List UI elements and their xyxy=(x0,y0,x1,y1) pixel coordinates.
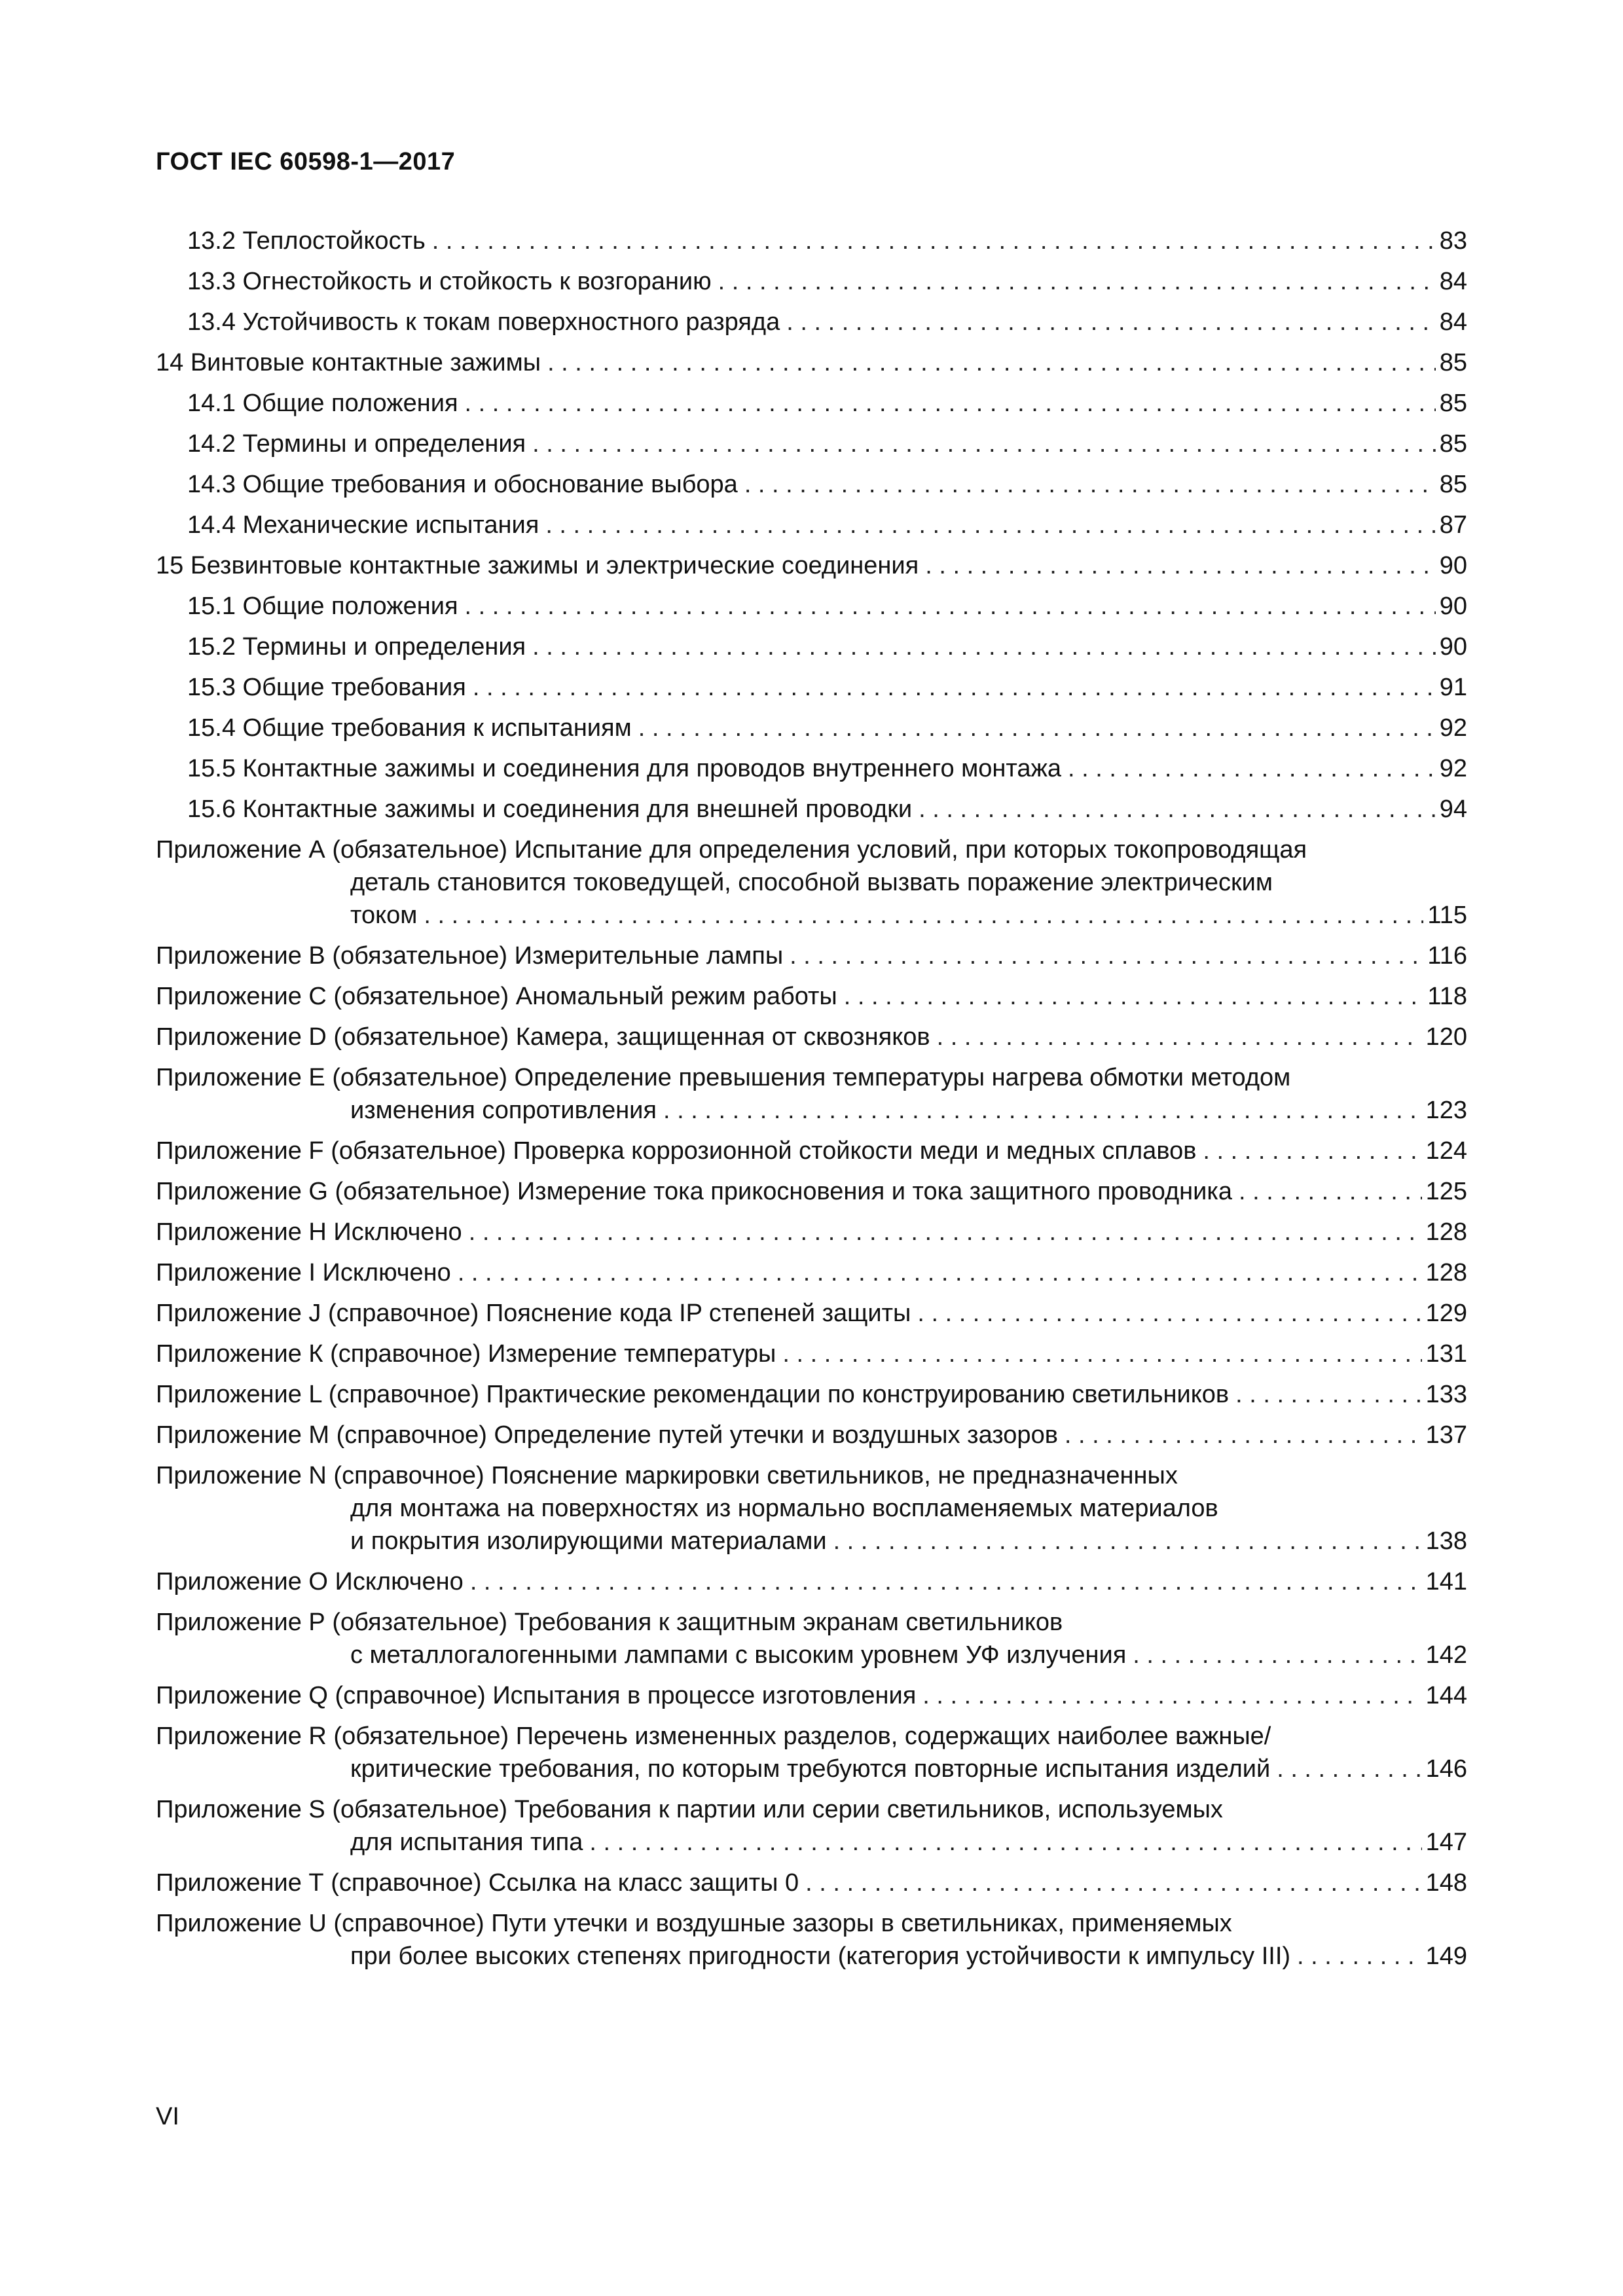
toc-entry-title: Приложение А (обязательное) Испытание для определения условий, при которых токопроводящая xyxy=(156,836,1307,864)
toc-entry[interactable] xyxy=(156,671,1467,704)
toc-entry-continuation xyxy=(156,1826,1467,1859)
toc-entry-title: Приложение К (справочное) Измерение температуры xyxy=(156,1340,776,1368)
toc-page-number: 91 xyxy=(1439,674,1467,701)
dot-leader xyxy=(786,306,1435,338)
toc-entry[interactable] xyxy=(156,1021,1467,1053)
toc-entry-line xyxy=(156,1297,1467,1330)
toc-entry[interactable] xyxy=(156,1720,1467,1785)
toc-entry-title: Приложение Q (справочное) Испытания в процессе изготовления xyxy=(156,1682,917,1709)
dot-leader xyxy=(589,1826,1421,1859)
toc-entry-line xyxy=(156,387,1467,420)
toc-entry-title: для испытания типа xyxy=(350,1829,583,1856)
toc-entry[interactable] xyxy=(156,1378,1467,1411)
toc-entry-line xyxy=(156,509,1467,541)
toc-page-number: 120 xyxy=(1425,1023,1467,1051)
toc-entry-title: Приложение Н Исключено xyxy=(156,1218,462,1246)
toc-entry-line xyxy=(156,265,1467,298)
toc-entry[interactable] xyxy=(156,468,1467,501)
toc-entry[interactable] xyxy=(156,346,1467,379)
toc-entry-title: Приложение R (обязательное) Перечень измененных разделов, содержащих наиболее важные/ xyxy=(156,1722,1271,1750)
dot-leader xyxy=(469,1216,1422,1248)
toc-page-number: 144 xyxy=(1425,1682,1467,1709)
toc-entry-line xyxy=(156,712,1467,744)
toc-entry-line xyxy=(156,793,1467,826)
toc-page-number: 142 xyxy=(1425,1641,1467,1669)
toc-entry-title: 14.3 Общие требования и обоснование выбора xyxy=(187,471,738,498)
toc-entry-title: изменения сопротивления xyxy=(350,1097,657,1124)
dot-leader xyxy=(805,1867,1421,1899)
toc-entry-title: деталь становится токоведущей, способной вызвать поражение электрическим xyxy=(350,869,1273,896)
toc-entry[interactable] xyxy=(156,712,1467,744)
dot-leader xyxy=(465,387,1436,420)
toc-entry[interactable] xyxy=(156,1459,1467,1558)
toc-entry-line xyxy=(156,1720,1467,1753)
toc-entry[interactable] xyxy=(156,1679,1467,1712)
dot-leader xyxy=(663,1094,1422,1127)
toc-entry-continuation xyxy=(156,1639,1467,1671)
toc-entry-line xyxy=(156,1907,1467,1940)
toc-entry[interactable] xyxy=(156,1419,1467,1451)
toc-page-number: 94 xyxy=(1439,795,1467,823)
toc-entry-title: с металлогалогенными лампами с высоким уровнем УФ излучения xyxy=(350,1641,1127,1669)
dot-leader xyxy=(937,1021,1422,1053)
toc-entry-title: при более высоких степенях пригодности (категория устойчивости к импульсу III) xyxy=(350,1942,1291,1970)
toc-entry[interactable] xyxy=(156,939,1467,972)
dot-leader xyxy=(547,346,1436,379)
toc-entry-line xyxy=(156,1459,1467,1492)
toc-entry-title: 15 Безвинтовые контактные зажимы и электрические соединения xyxy=(156,552,919,579)
toc-entry-title: для монтажа на поверхностях из нормально воспламеняемых материалов xyxy=(350,1495,1218,1522)
toc-page-number: 85 xyxy=(1439,390,1467,417)
toc-entry-line xyxy=(156,1565,1467,1598)
dot-leader xyxy=(744,468,1436,501)
toc-entry-line xyxy=(156,1867,1467,1899)
toc-entry-title: критические требования, по которым требуются повторные испытания изделий xyxy=(350,1755,1271,1783)
toc-entry-line xyxy=(156,1378,1467,1411)
toc-entry-line xyxy=(156,549,1467,582)
toc-entry[interactable] xyxy=(156,509,1467,541)
dot-leader xyxy=(638,712,1436,744)
table-of-contents xyxy=(156,225,1467,1973)
toc-entry[interactable] xyxy=(156,387,1467,420)
toc-entry-line xyxy=(156,1679,1467,1712)
toc-entry-line xyxy=(156,468,1467,501)
toc-entry-title: 15.4 Общие требования к испытаниям xyxy=(187,714,632,742)
toc-entry[interactable] xyxy=(156,265,1467,298)
toc-entry-line xyxy=(156,346,1467,379)
toc-entry-title: Приложение G (обязательное) Измерение тока прикосновения и тока защитного проводника xyxy=(156,1178,1232,1205)
toc-entry-title: током xyxy=(350,902,418,929)
toc-page-number: 116 xyxy=(1427,942,1467,970)
toc-page-number: 85 xyxy=(1439,430,1467,458)
toc-entry-continuation xyxy=(156,1094,1467,1127)
toc-entry-title: Приложение D (обязательное) Камера, защищенная от сквозняков xyxy=(156,1023,930,1051)
toc-entry-line xyxy=(156,671,1467,704)
dot-leader xyxy=(1133,1639,1421,1671)
toc-entry-line xyxy=(156,225,1467,257)
toc-entry[interactable] xyxy=(156,1297,1467,1330)
toc-entry-continuation xyxy=(156,899,1467,932)
dot-leader xyxy=(470,1565,1422,1598)
toc-page-number: 118 xyxy=(1427,983,1467,1010)
dot-leader xyxy=(922,1679,1421,1712)
toc-entry-line xyxy=(156,939,1467,972)
toc-entry-title: Приложение Р (обязательное) Требования к защитным экранам светильников xyxy=(156,1609,1063,1636)
toc-entry-title: Приложение J (справочное) Пояснение кода IP степеней защиты xyxy=(156,1300,911,1327)
toc-page-number: 90 xyxy=(1439,552,1467,579)
toc-entry[interactable] xyxy=(156,1338,1467,1370)
toc-page-number: 147 xyxy=(1425,1829,1467,1856)
toc-entry-title: 15.3 Общие требования xyxy=(187,674,466,701)
dot-leader xyxy=(1235,1378,1422,1411)
dot-leader xyxy=(545,509,1435,541)
toc-entry-title: 14.1 Общие положения xyxy=(187,390,458,417)
dot-leader xyxy=(718,265,1436,298)
toc-entry-title: 13.3 Огнестойкость и стойкость к возгоранию xyxy=(187,268,712,295)
toc-entry-continuation xyxy=(156,1753,1467,1785)
toc-entry-title: Приложение L (справочное) Практические рекомендации по конструированию светильников xyxy=(156,1381,1230,1408)
toc-entry-line xyxy=(156,1216,1467,1248)
toc-entry[interactable] xyxy=(156,1793,1467,1859)
toc-entry[interactable] xyxy=(156,793,1467,826)
toc-page-number: 92 xyxy=(1439,714,1467,742)
toc-entry[interactable] xyxy=(156,590,1467,623)
toc-page-number: 85 xyxy=(1439,471,1467,498)
toc-page-number: 87 xyxy=(1439,511,1467,539)
toc-page-number: 83 xyxy=(1439,227,1467,255)
dot-leader xyxy=(917,1297,1421,1330)
toc-entry-line xyxy=(156,428,1467,460)
toc-page-number: 115 xyxy=(1427,902,1467,929)
toc-page-number: 90 xyxy=(1439,592,1467,620)
toc-entry[interactable] xyxy=(156,1216,1467,1248)
toc-entry-title: Приложение N (справочное) Пояснение маркировки светильников, не предназначенных xyxy=(156,1462,1178,1489)
toc-page-number: 149 xyxy=(1425,1942,1467,1970)
dot-leader xyxy=(1277,1753,1421,1785)
toc-entry-title: Приложение Т (справочное) Ссылка на класс защиты 0 xyxy=(156,1869,799,1897)
toc-page-number: 141 xyxy=(1425,1568,1467,1595)
toc-entry[interactable] xyxy=(156,752,1467,785)
toc-entry[interactable] xyxy=(156,1907,1467,1973)
toc-entry-title: 14.4 Механические испытания xyxy=(187,511,539,539)
toc-entry[interactable] xyxy=(156,428,1467,460)
toc-entry-title: Приложение В (обязательное) Измерительные лампы xyxy=(156,942,784,970)
toc-entry-line xyxy=(156,1135,1467,1167)
toc-entry[interactable] xyxy=(156,306,1467,338)
page-number: VI xyxy=(156,2103,179,2130)
toc-entry-line xyxy=(156,630,1467,663)
toc-entry-line xyxy=(156,1338,1467,1370)
toc-entry-line xyxy=(156,1793,1467,1826)
toc-page-number: 84 xyxy=(1439,308,1467,336)
toc-entry-title: 15.2 Термины и определения xyxy=(187,633,526,661)
toc-entry-title: Приложение О Исключено xyxy=(156,1568,464,1595)
dot-leader xyxy=(782,1338,1421,1370)
toc-page-number: 148 xyxy=(1425,1869,1467,1897)
toc-entry[interactable] xyxy=(156,225,1467,257)
toc-entry-line xyxy=(156,1419,1467,1451)
toc-entry-line xyxy=(156,1175,1467,1208)
toc-page-number: 146 xyxy=(1425,1755,1467,1783)
dot-leader xyxy=(1068,752,1436,785)
toc-entry-title: 14.2 Термины и определения xyxy=(187,430,526,458)
dot-leader xyxy=(844,980,1424,1013)
toc-page-number: 84 xyxy=(1439,268,1467,295)
toc-entry[interactable] xyxy=(156,1565,1467,1598)
dot-leader xyxy=(790,939,1423,972)
toc-entry[interactable] xyxy=(156,1867,1467,1899)
toc-entry-continuation xyxy=(156,1940,1467,1973)
toc-entry[interactable] xyxy=(156,1175,1467,1208)
toc-entry-title: Приложение U (справочное) Пути утечки и воздушные зазоры в светильниках, применяемых xyxy=(156,1910,1232,1937)
dot-leader xyxy=(458,1256,1422,1289)
toc-entry-title: и покрытия изолирующими материалами xyxy=(350,1527,827,1555)
toc-page-number: 128 xyxy=(1425,1259,1467,1286)
dot-leader xyxy=(919,793,1436,826)
toc-entry[interactable] xyxy=(156,1256,1467,1289)
toc-entry-title: 14 Винтовые контактные зажимы xyxy=(156,349,541,376)
toc-page-number: 137 xyxy=(1425,1421,1467,1449)
toc-entry[interactable] xyxy=(156,1135,1467,1167)
toc-page-number: 92 xyxy=(1439,755,1467,782)
dot-leader xyxy=(532,428,1436,460)
dot-leader xyxy=(424,899,1423,932)
dot-leader xyxy=(1297,1940,1422,1973)
toc-entry-title: Приложение С (обязательное) Аномальный режим работы xyxy=(156,983,837,1010)
toc-page-number: 133 xyxy=(1425,1381,1467,1408)
dot-leader xyxy=(925,549,1436,582)
toc-page-number: 85 xyxy=(1439,349,1467,376)
toc-page-number: 129 xyxy=(1425,1300,1467,1327)
toc-entry[interactable] xyxy=(156,833,1467,932)
toc-entry-title: Приложение М (справочное) Определение путей утечки и воздушных зазоров xyxy=(156,1421,1058,1449)
toc-entry-line xyxy=(156,752,1467,785)
toc-entry-title: Приложение F (обязательное) Проверка коррозионной стойкости меди и медных сплавов xyxy=(156,1137,1197,1165)
toc-entry-title: Приложение I Исключено xyxy=(156,1259,451,1286)
toc-entry-line xyxy=(156,1256,1467,1289)
toc-entry-title: 15.1 Общие положения xyxy=(187,592,458,620)
toc-entry-title: Приложение S (обязательное) Требования к партии или серии светильников, используемых xyxy=(156,1796,1223,1823)
dot-leader xyxy=(1065,1419,1422,1451)
toc-entry-line xyxy=(156,1021,1467,1053)
toc-entry-line xyxy=(156,1061,1467,1094)
toc-entry[interactable] xyxy=(156,980,1467,1013)
toc-page-number: 123 xyxy=(1425,1097,1467,1124)
dot-leader xyxy=(833,1525,1422,1558)
dot-leader xyxy=(532,630,1436,663)
toc-entry-title: 15.5 Контактные зажимы и соединения для проводов внутреннего монтажа xyxy=(187,755,1062,782)
toc-entry-title: 15.6 Контактные зажимы и соединения для внешней проводки xyxy=(187,795,913,823)
toc-page-number: 138 xyxy=(1425,1527,1467,1555)
toc-entry[interactable] xyxy=(156,1606,1467,1671)
dot-leader xyxy=(473,671,1436,704)
toc-entry-line xyxy=(156,833,1467,866)
toc-entry[interactable] xyxy=(156,630,1467,663)
toc-entry-line xyxy=(156,1606,1467,1639)
toc-entry[interactable] xyxy=(156,1061,1467,1127)
toc-entry[interactable] xyxy=(156,549,1467,582)
toc-entry-title: 13.4 Устойчивость к токам поверхностного разряда xyxy=(187,308,780,336)
toc-entry-line xyxy=(156,306,1467,338)
toc-page-number: 128 xyxy=(1425,1218,1467,1246)
toc-entry-title: 13.2 Теплостойкость xyxy=(187,227,426,255)
toc-entry-line xyxy=(156,590,1467,623)
document-header: ГОСТ IEC 60598-1—2017 xyxy=(156,148,456,175)
toc-page-number: 131 xyxy=(1425,1340,1467,1368)
dot-leader xyxy=(432,225,1436,257)
toc-entry-title: Приложение Е (обязательное) Определение превышения температуры нагрева обмотки методом xyxy=(156,1064,1291,1091)
toc-page-number: 124 xyxy=(1425,1137,1467,1165)
dot-leader xyxy=(1239,1175,1422,1208)
toc-page-number: 125 xyxy=(1425,1178,1467,1205)
toc-entry-continuation xyxy=(156,866,1467,899)
toc-page-number: 90 xyxy=(1439,633,1467,661)
toc-entry-continuation xyxy=(156,1525,1467,1558)
dot-leader xyxy=(465,590,1436,623)
toc-entry-continuation xyxy=(156,1492,1467,1525)
dot-leader xyxy=(1203,1135,1421,1167)
toc-entry-line xyxy=(156,980,1467,1013)
